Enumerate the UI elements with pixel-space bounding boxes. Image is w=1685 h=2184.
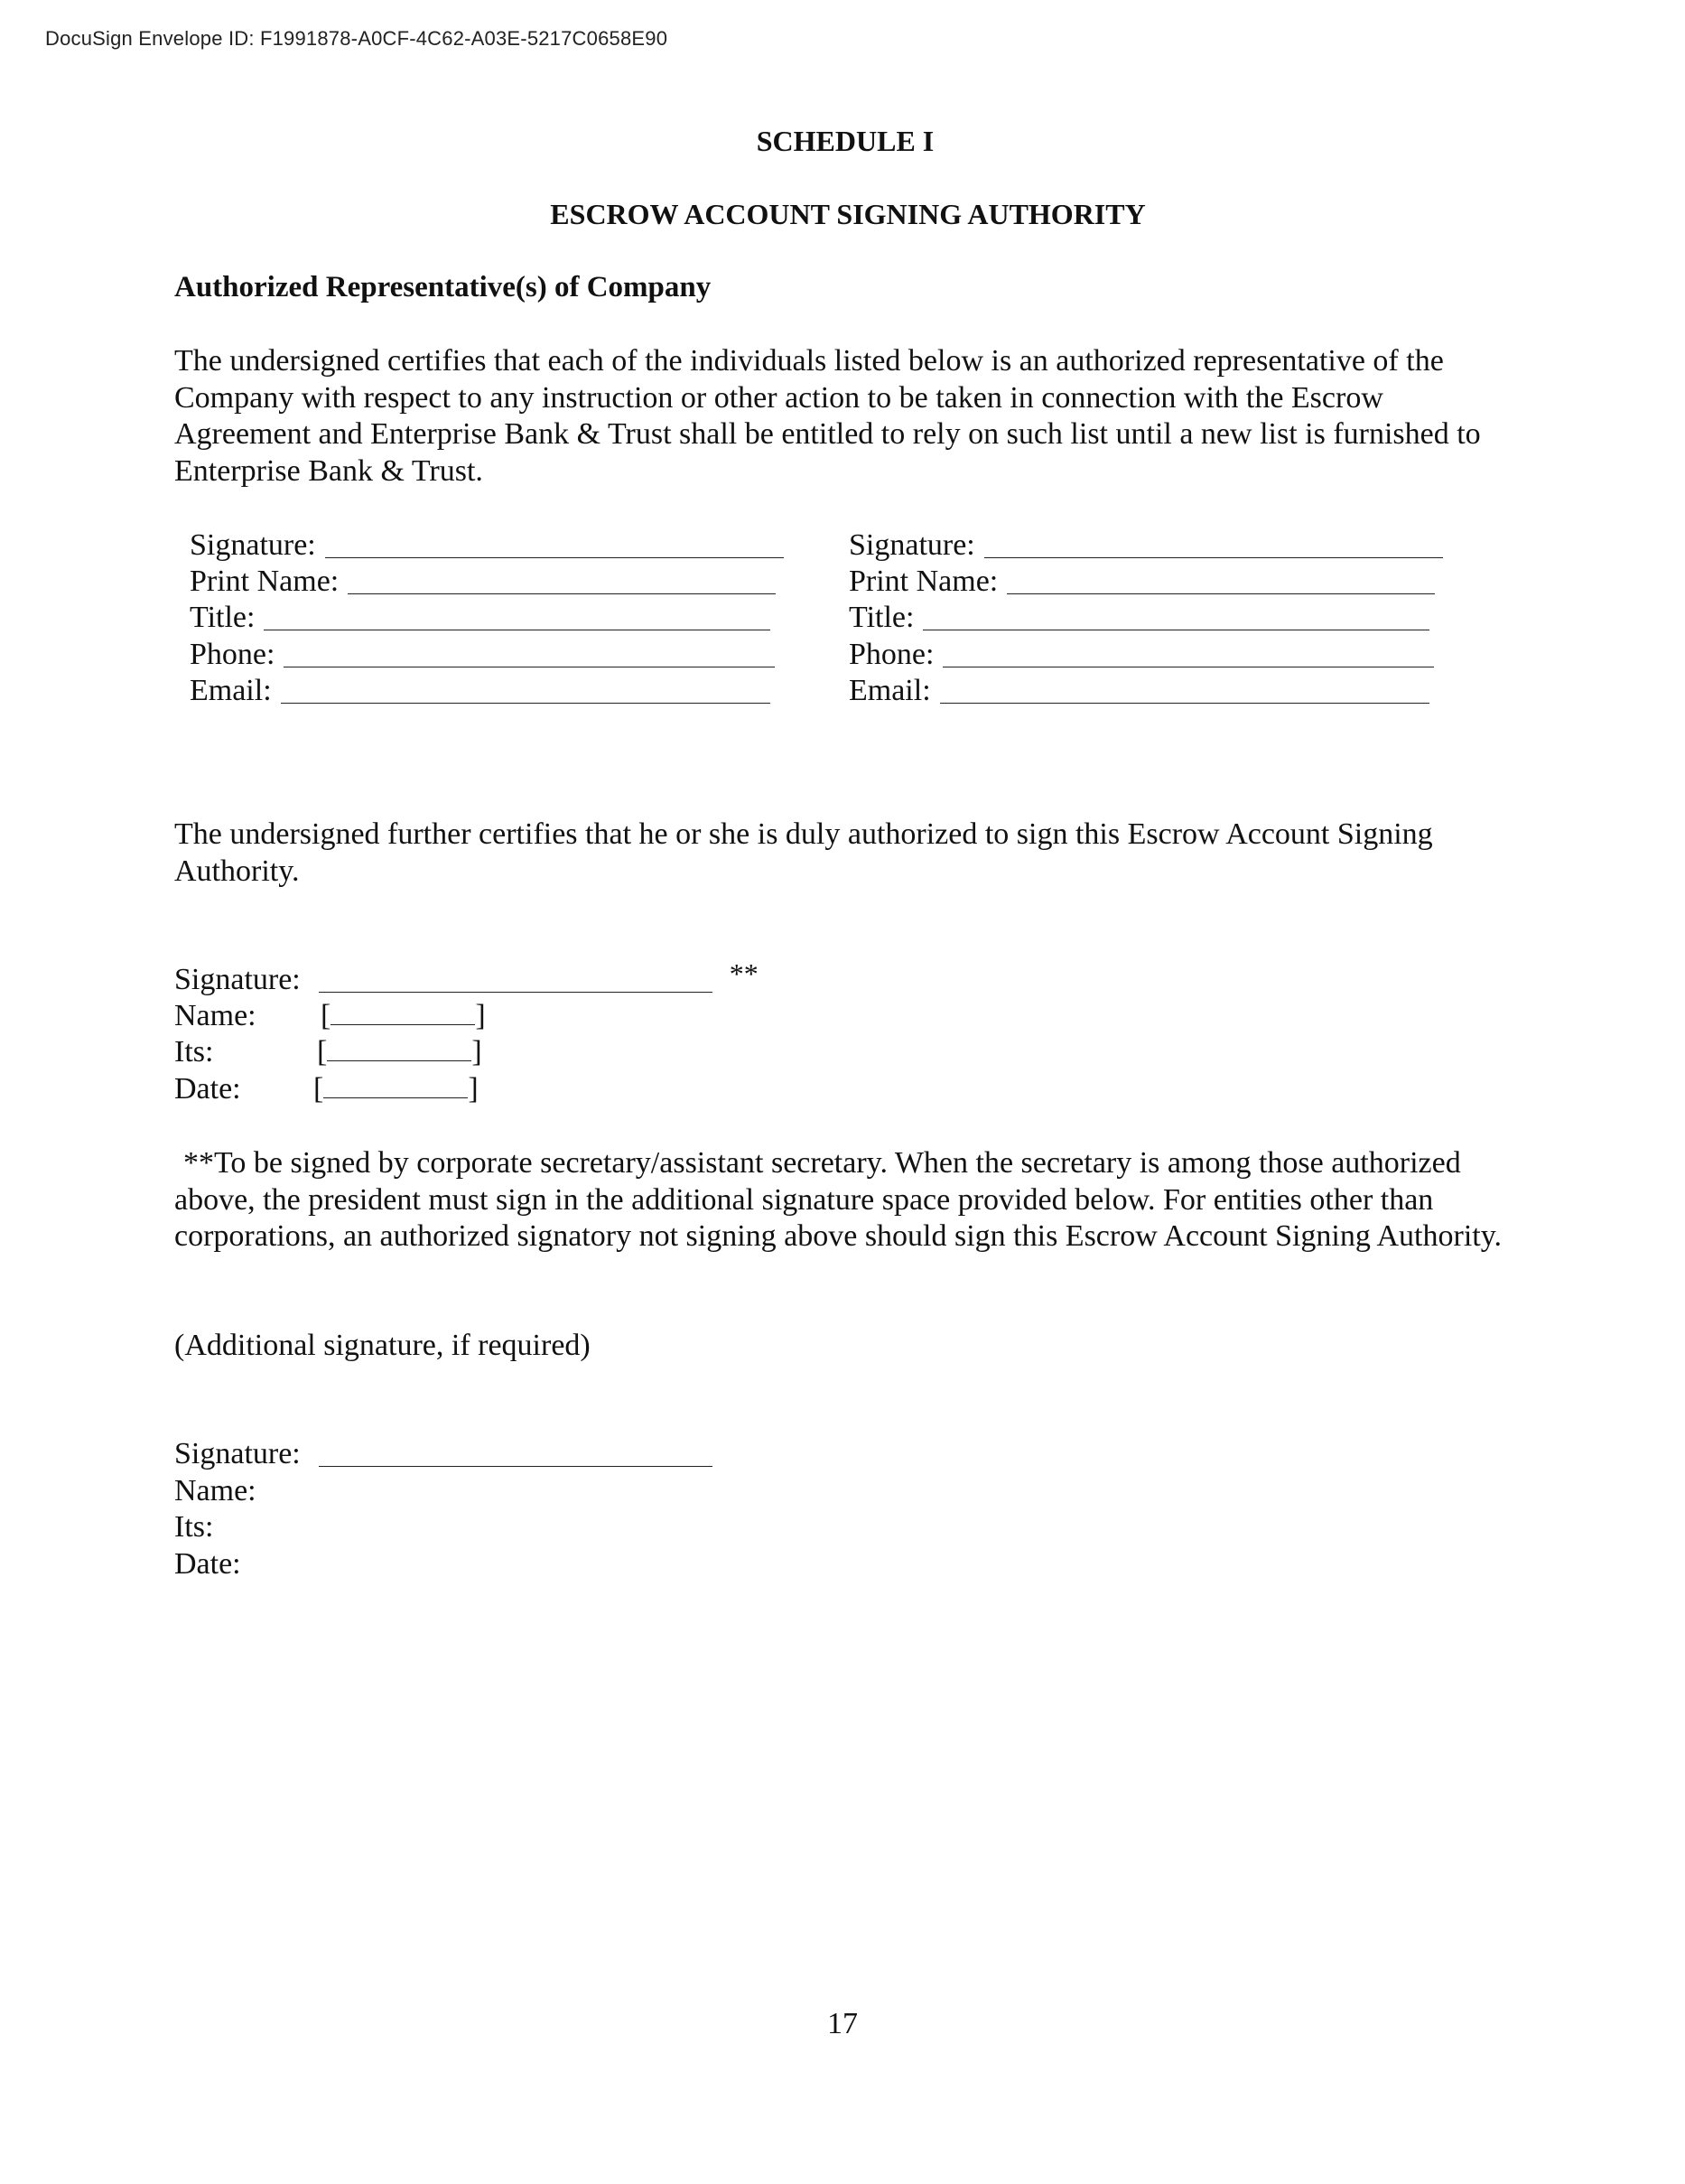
secretary-name-field[interactable] xyxy=(321,998,486,1035)
page-number: 17 xyxy=(827,2007,858,2040)
secretary-date-row xyxy=(174,1071,759,1108)
secretary-name-line xyxy=(330,999,475,1025)
additional-name-row xyxy=(174,1473,712,1510)
rep-left-phone-line[interactable] xyxy=(284,643,775,667)
additional-signature-row xyxy=(174,1436,712,1473)
secretary-name-bracket-close: ] xyxy=(475,998,486,1032)
secretary-name-label: Name: xyxy=(174,998,256,1032)
rep-left-title-row xyxy=(190,600,784,636)
rep-right-email-row xyxy=(849,673,1443,709)
secretary-date-bracket-close: ] xyxy=(468,1071,479,1106)
secretary-its-field[interactable] xyxy=(317,1034,482,1071)
rep-left-signature-row xyxy=(190,527,784,564)
secretary-name-bracket-open: [ xyxy=(321,998,331,1032)
rep-left-email-line[interactable] xyxy=(281,679,770,704)
additional-date-label: Date: xyxy=(174,1546,241,1581)
rep-right-title-row xyxy=(849,600,1443,636)
secretary-name-row xyxy=(174,998,759,1035)
secretary-date-label: Date: xyxy=(174,1071,241,1106)
rep-left-email-row xyxy=(190,673,784,709)
rep-right-email-label: Email: xyxy=(849,673,931,707)
rep-right-phone-line[interactable] xyxy=(943,643,1434,667)
additional-signature-line[interactable] xyxy=(319,1442,712,1467)
rep-left-signature-label: Signature: xyxy=(190,528,316,562)
rep-left-phone-row xyxy=(190,637,784,673)
rep-right-print-name-line[interactable] xyxy=(1007,570,1435,594)
footnote-paragraph: **To be signed by corporate secretary/assistant secretary. When the secretary is among those authorized above, the president must sign in the additional signature space provided below. For entities other than corporations, an authorized signatory not signing above should sign this Escrow Account Signing Authority. xyxy=(174,1146,1503,1253)
secretary-its-bracket-close: ] xyxy=(471,1035,482,1069)
additional-name-label: Name: xyxy=(174,1473,256,1507)
rep-right-title-label: Title: xyxy=(849,601,915,635)
rep-right-signature-label: Signature: xyxy=(849,528,975,562)
secretary-signature-label: Signature: xyxy=(174,963,301,996)
representative-block-left xyxy=(190,527,784,709)
certification-paragraph: The undersigned certifies that each of the individuals listed below is an authorized representative of the Company with respect to any instruction or other action to be taken in connection with the Escrow Agreement and Enterprise Bank & Trust shall be entitled to rely on such list until a new list is furnished to Enterprise Bank & Trust. xyxy=(174,344,1481,488)
additional-signature-note: (Additional signature, if required) xyxy=(174,1329,591,1362)
document-title: ESCROW ACCOUNT SIGNING AUTHORITY xyxy=(550,198,1146,230)
secretary-its-line xyxy=(327,1035,471,1061)
additional-its-label: Its: xyxy=(174,1510,214,1544)
rep-left-title-line[interactable] xyxy=(264,606,770,630)
secretary-its-row xyxy=(174,1034,759,1071)
secretary-its-label: Its: xyxy=(174,1035,214,1069)
schedule-title: SCHEDULE I xyxy=(756,125,935,157)
additional-signature-block xyxy=(174,1436,712,1582)
rep-right-signature-line[interactable] xyxy=(984,534,1443,558)
additional-date-row xyxy=(174,1546,712,1583)
additional-signature-label: Signature: xyxy=(174,1437,301,1470)
rep-left-print-name-line[interactable] xyxy=(348,570,776,594)
rep-left-print-name-row xyxy=(190,564,784,600)
secretary-stars: ** xyxy=(729,957,759,990)
secretary-date-field[interactable] xyxy=(313,1071,479,1108)
secretary-signature-row xyxy=(174,957,759,998)
rep-left-phone-label: Phone: xyxy=(190,637,275,671)
rep-right-title-line[interactable] xyxy=(923,606,1429,630)
rep-right-print-name-label: Print Name: xyxy=(849,565,999,599)
rep-left-signature-line[interactable] xyxy=(325,534,784,558)
secretary-signature-line[interactable] xyxy=(319,968,712,993)
rep-right-phone-row xyxy=(849,637,1443,673)
rep-left-title-label: Title: xyxy=(190,601,256,635)
rep-right-print-name-row xyxy=(849,564,1443,600)
docusign-envelope-id: DocuSign Envelope ID: F1991878-A0CF-4C62-A03E-5217C0658E90 xyxy=(45,27,668,50)
rep-left-email-label: Email: xyxy=(190,673,272,707)
secretary-date-bracket-open: [ xyxy=(313,1071,324,1106)
rep-right-signature-row xyxy=(849,527,1443,564)
representative-block-right xyxy=(849,527,1443,709)
secretary-signature-block xyxy=(174,957,759,1107)
further-certification-paragraph: The undersigned further certifies that he or she is duly authorized to sign this Escrow Account Signing Authority. xyxy=(174,817,1433,888)
secretary-date-line xyxy=(323,1072,468,1098)
secretary-its-bracket-open: [ xyxy=(317,1035,328,1069)
rep-right-phone-label: Phone: xyxy=(849,637,935,671)
additional-its-row xyxy=(174,1509,712,1546)
rep-left-print-name-label: Print Name: xyxy=(190,565,340,599)
section-heading: Authorized Representative(s) of Company xyxy=(174,271,712,303)
rep-right-email-line[interactable] xyxy=(940,679,1429,704)
